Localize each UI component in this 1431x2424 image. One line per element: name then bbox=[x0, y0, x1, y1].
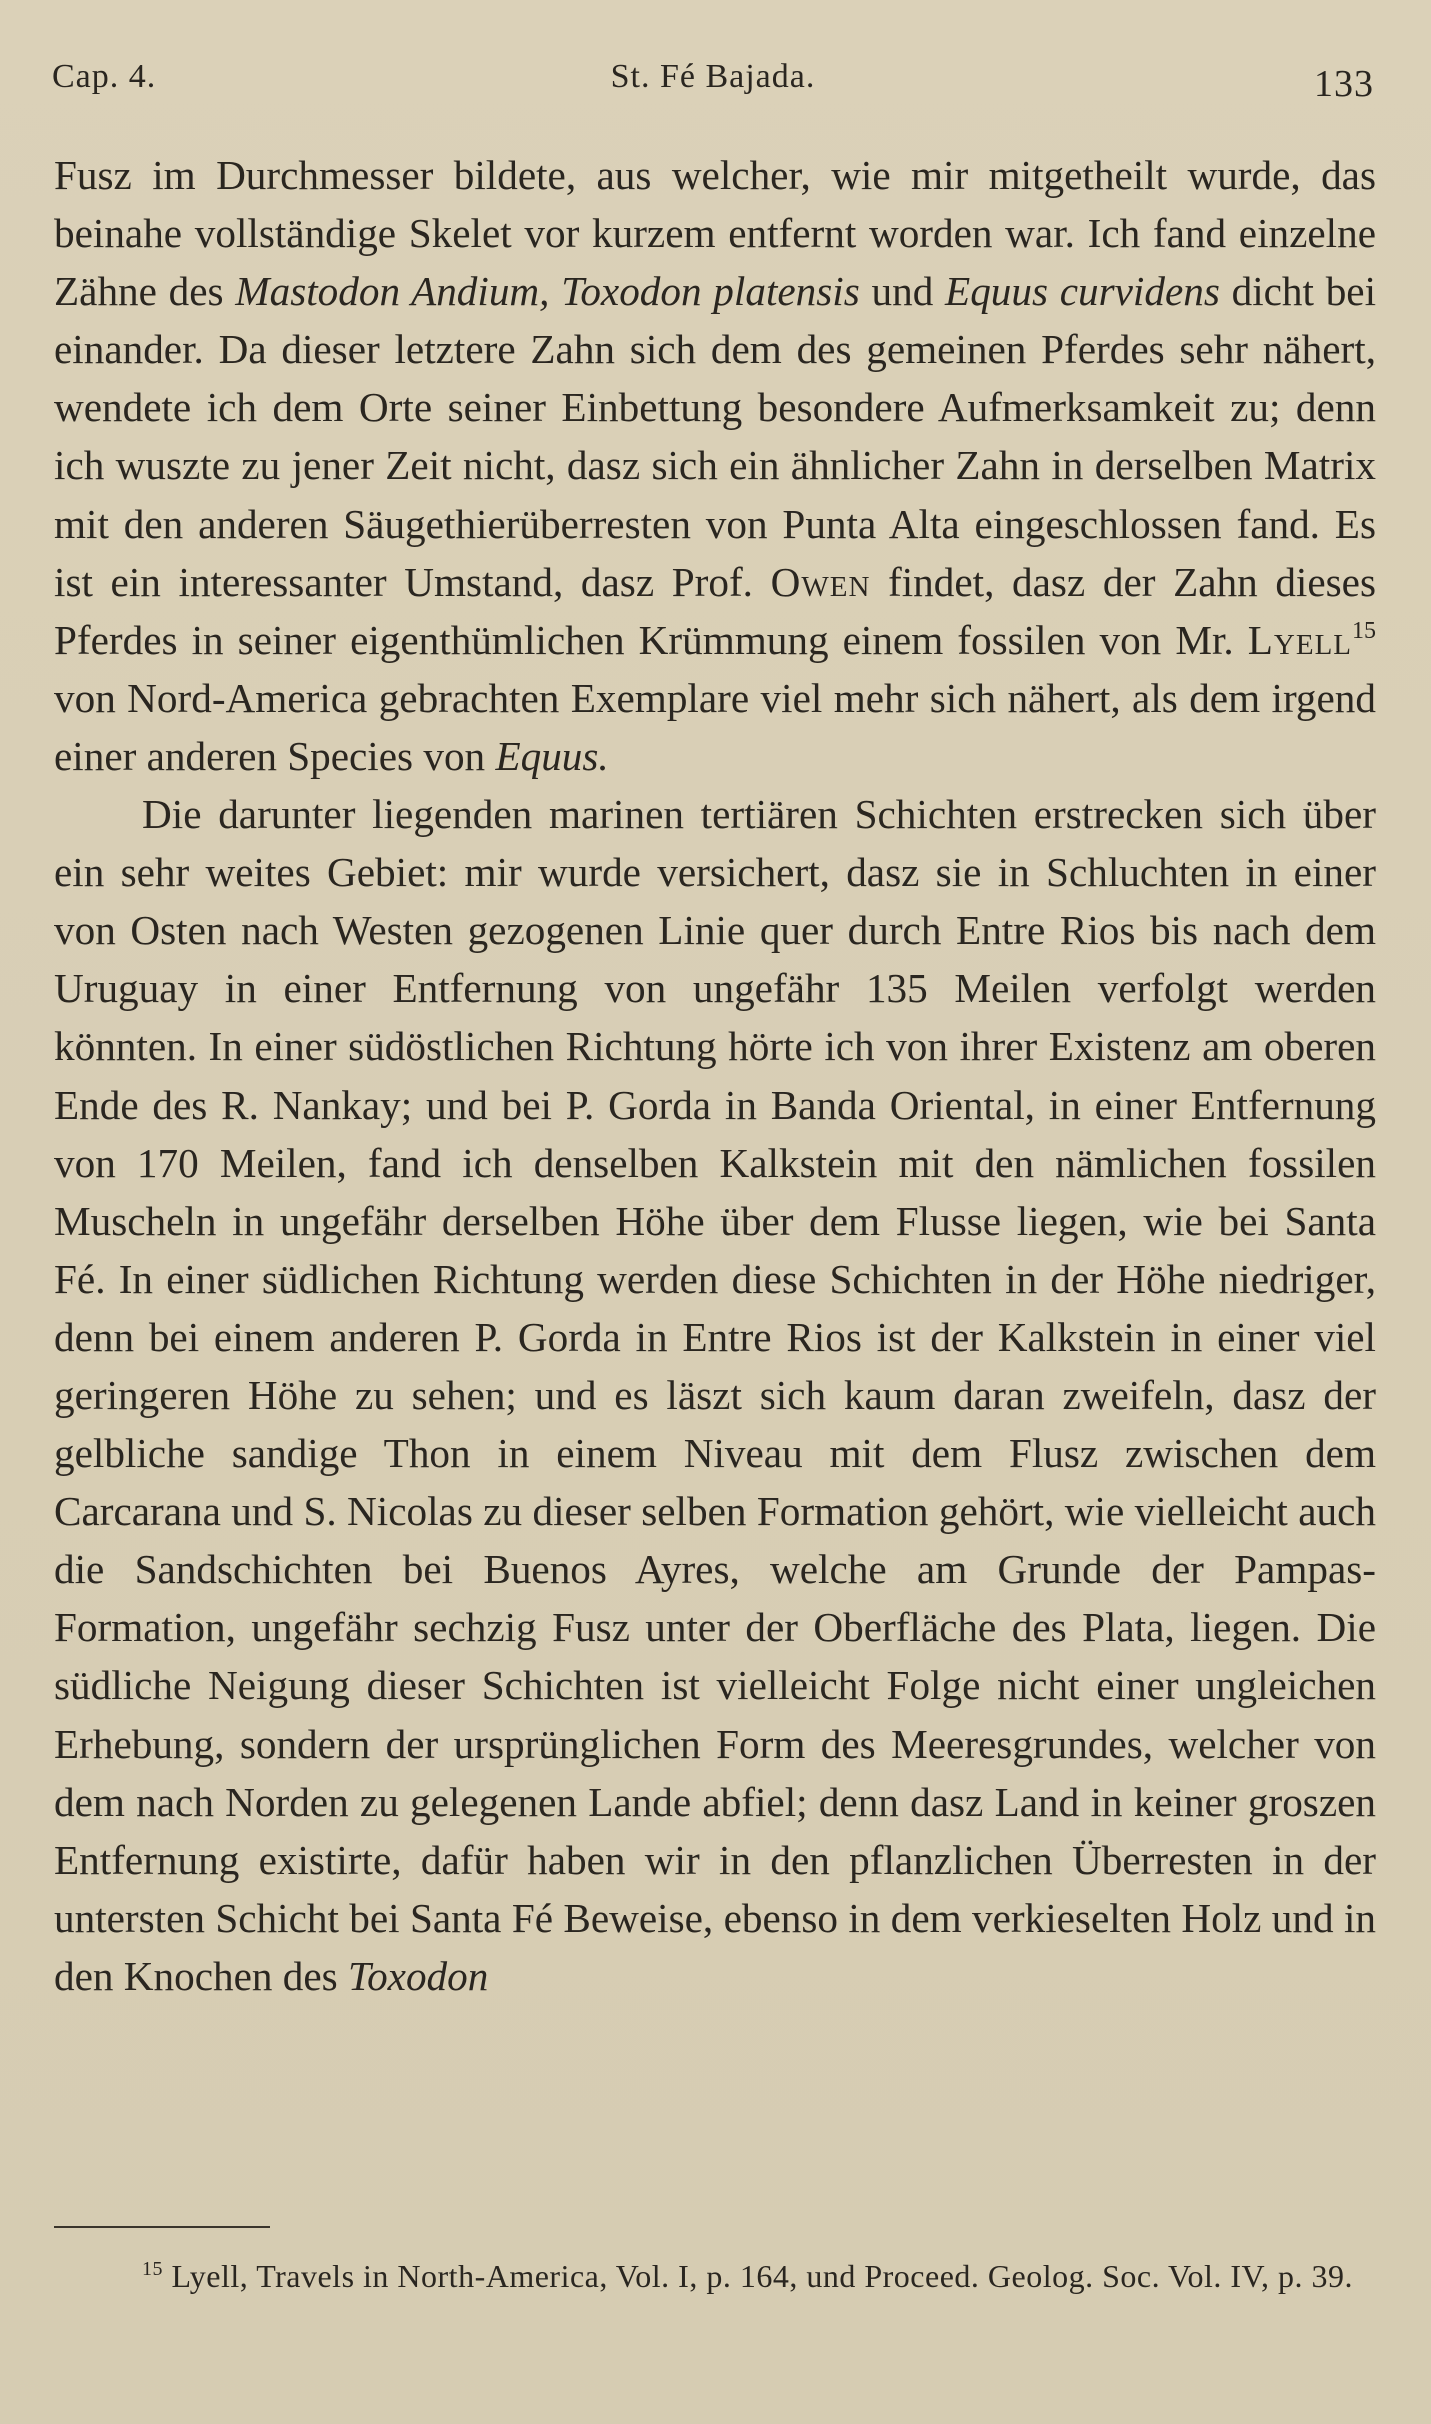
paragraph-1 bbox=[54, 146, 1376, 785]
paragraph-2 bbox=[54, 785, 1376, 2005]
text-run: dicht bei einander. Da dieser letztere Zahn sich dem des gemeinen Pferdes sehr nähert, wendete ich dem Orte seiner Einbettung besondere Aufmerksamkeit zu; denn ich wuszte zu jener Zeit nicht, dasz sich ein ähnlicher Zahn in derselben Matrix mit den anderen Säugethierüberresten von Punta Alta eingeschlossen fand. Es ist ein interessanter Umstand, dasz Prof. bbox=[54, 268, 1377, 605]
italic-species: Toxodon bbox=[347, 1952, 489, 1999]
text-run: Fusz im Durchmesser bildete, aus welcher, wie mir mitgetheilt wurde, das beinahe vollständige Skelet vor kurzem entfernt worden war. Ich fand einzelne Zähne des bbox=[54, 152, 1376, 315]
text-run: findet, dasz der Zahn dieses Pferdes in seiner eigenthümlichen Krümmung einem fossilen von Mr. bbox=[54, 558, 1376, 663]
running-title: St. Fé Bajada. bbox=[610, 58, 816, 95]
footnote-reference: 15 bbox=[1352, 617, 1376, 644]
italic-species: Equus curvidens bbox=[945, 268, 1220, 315]
main-text bbox=[54, 146, 1376, 2005]
footnote bbox=[54, 2252, 1376, 2300]
text-run: von Nord-America gebrachten Exemplare viel mehr sich nähert, als dem irgend einer anderen Species von bbox=[54, 674, 1376, 779]
running-header bbox=[52, 58, 1374, 108]
italic-species: Equus. bbox=[495, 732, 609, 779]
page-number: 133 bbox=[1314, 63, 1374, 105]
text-run: und bbox=[859, 268, 946, 315]
footnote-divider bbox=[54, 2226, 270, 2228]
chapter-label: Cap. 4. bbox=[52, 58, 157, 95]
author-name-owen: Owen bbox=[770, 558, 871, 605]
footnote-text: Lyell, Travels in North-America, Vol. I, p. 164, und Proceed. Geolog. Soc. Vol. IV, p. 39. bbox=[163, 2258, 1354, 2294]
footnote-number: 15 bbox=[142, 2258, 163, 2280]
footnote-15 bbox=[54, 2252, 1376, 2300]
text-run: Die darunter liegenden marinen tertiären Schichten erstrecken sich über ein sehr weites Gebiet: mir wurde versichert, dasz sie in Schluchten in einer von Osten nach Westen gezogenen Linie quer durch Entre Rios bis nach dem Uruguay in einer Entfernung von ungefähr 135 Meilen verfolgt werden könnten. In einer südöstlichen Richtung hörte ich von ihrer Existenz am oberen Ende des R. Nankay; und bei P. Gorda in Banda Oriental, in einer Entfernung von 170 Meilen, fand ich denselben Kalkstein mit den nämlichen fossilen Muscheln in ungefähr derselben Höhe über dem Flusse liegen, wie bei Santa Fé. In einer südlichen Richtung werden diese Schichten in der Höhe niedriger, denn bei einem anderen P. Gorda in Entre Rios ist der Kalkstein in einer viel geringeren Höhe zu sehen; und es läszt sich kaum daran zweifeln, dasz der gelbliche sandige Thon in einem Niveau mit dem Flusz zwischen dem Carcarana und S. Nicolas zu dieser selben Formation gehört, wie vielleicht auch die Sandschichten bei Buenos Ayres, welche am Grunde der Pampas-Formation, ungefähr sechzig Fusz unter der Oberfläche des Plata, liegen. Die südliche Neigung dieser Schichten ist vielleicht Folge nicht einer ungleichen Erhebung, sondern der ursprünglichen Form des Meeresgrundes, welcher von dem nach Norden zu gelegenen Lande abfiel; denn dasz Land in keiner groszen Entfernung existirte, dafür haben wir in den pflanzlichen Überresten in der untersten Schicht bei Santa Fé Beweise, ebenso in dem verkieselten Holz und in den Knochen des bbox=[54, 791, 1376, 1999]
author-name-lyell: Lyell bbox=[1247, 616, 1352, 663]
italic-species: Mastodon Andium, Toxodon platensis bbox=[235, 268, 860, 315]
